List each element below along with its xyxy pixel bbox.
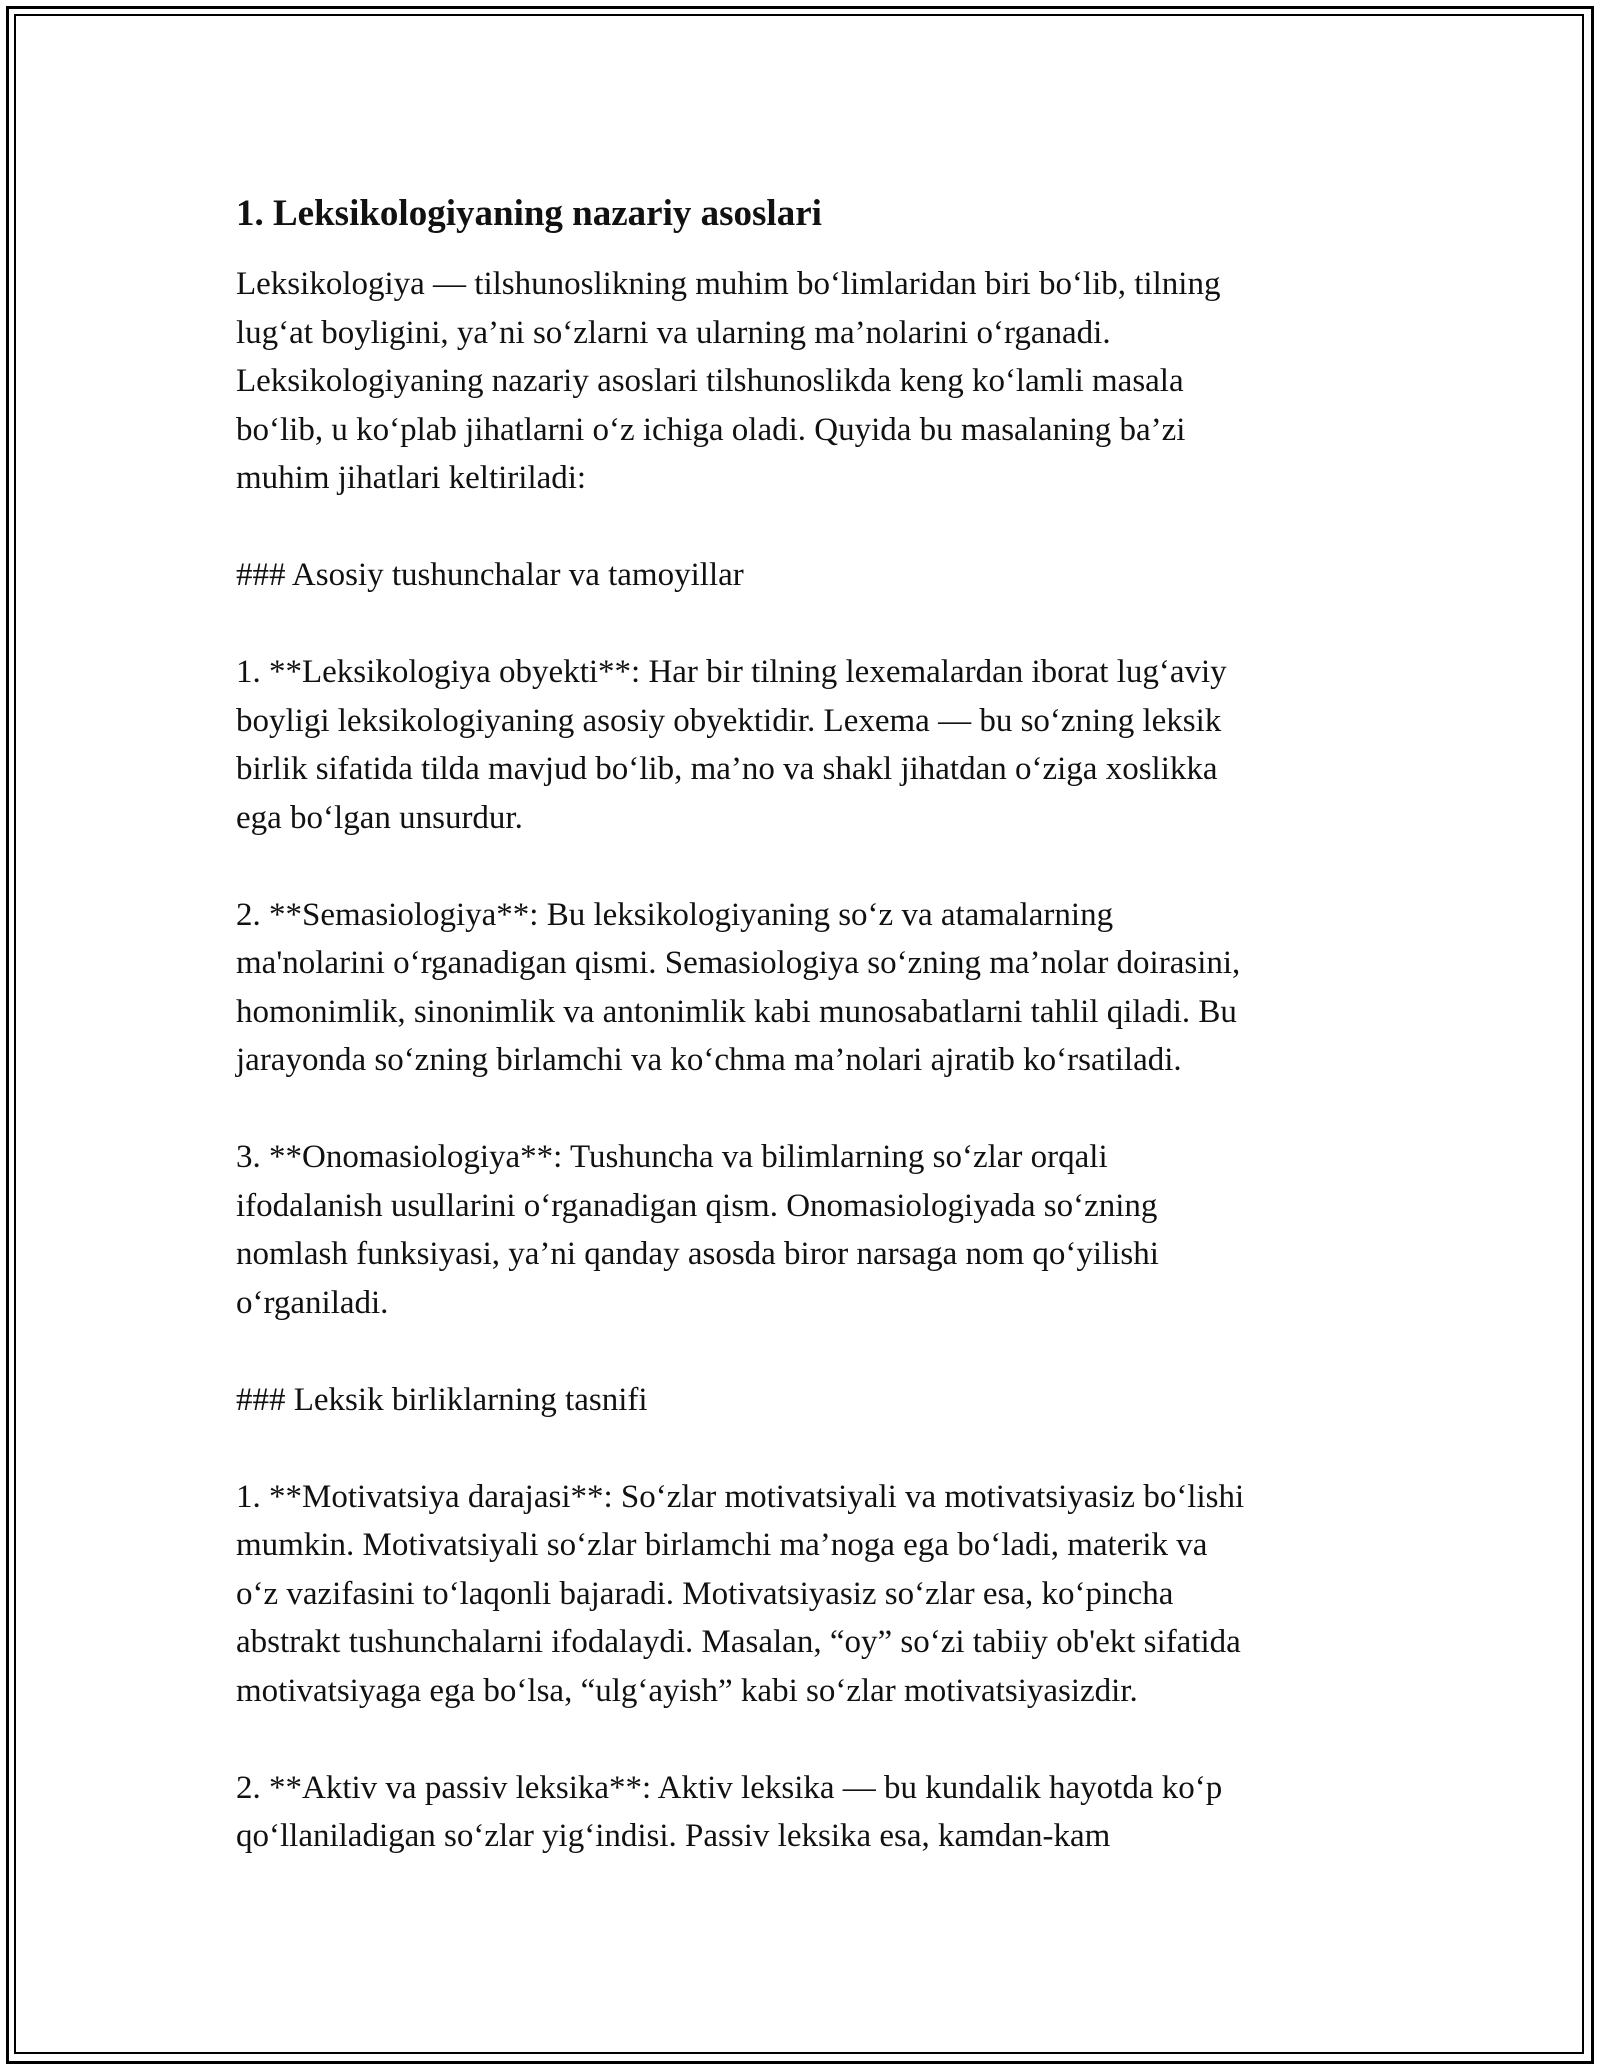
spacer bbox=[236, 503, 1376, 552]
document-body bbox=[236, 186, 1376, 1861]
list-item-motivation: 1. **Motivatsiya darajasi**: So‘zlar motivatsiyali va motivatsiyasiz bo‘lishi mumkin. Motivatsiyali so‘zlar birlamchi ma’noga ega bo‘ladi, materik va o‘z vazifasini to‘laqonli bajaradi. Motivatsiyasiz so‘zlar esa, ko‘pincha abstrakt tushunchalarni ifodalaydi. Masalan, “oy” so‘zi tabiiy ob'ekt sifatida motivatsiyaga ega bo‘lsa, “ulg‘ayish” kabi so‘zlar motivatsiyasizdir. bbox=[236, 1478, 1245, 1709]
intro-paragraph: Leksikologiya — tilshunoslikning muhim bo‘limlaridan biri bo‘lib, tilning lug‘at boyligini, ya’ni so‘zlarni va ularning ma’nolarini o‘rganadi. Leksikologiyaning nazariy asoslari tilshunoslikda keng ko‘lamli masala bo‘lib, u ko‘plab jihatlarni o‘z ichiga oladi. Quyida bu masalaning ba’zi muhim jihatlari keltiriladi: bbox=[236, 266, 1221, 496]
list-item-lexicology-object: 1. **Leksikologiya obyekti**: Har bir tilning lexemalardan iborat lug‘aviy boyligi leksikologiyaning asosiy obyektidir. Lexema — bu so‘zning leksik birlik sifatida tilda mavjud bo‘lib, ma’no va shakl jihatdan o‘ziga xoslikka ega bo‘lgan unsurdur. bbox=[236, 654, 1227, 836]
spacer bbox=[236, 1327, 1376, 1376]
spacer bbox=[236, 842, 1376, 891]
spacer bbox=[236, 1424, 1376, 1473]
list-item-semasiology: 2. **Semasiologiya**: Bu leksikologiyaning so‘z va atamalarning ma'nolarini o‘rganadigan qismi. Semasiologiya so‘zning ma’nolar doirasini, homonimlik, sinonimlik va antonimlik kabi munosabatlarni tahlil qiladi. Bu jarayonda so‘zning birlamchi va ko‘chma ma’nolari ajratib ko‘rsatiladi. bbox=[236, 896, 1241, 1078]
spacer bbox=[236, 600, 1376, 649]
list-item-active-passive: 2. **Aktiv va passiv leksika**: Aktiv leksika — bu kundalik hayotda ko‘p qo‘llaniladigan so‘zlar yig‘indisi. Passiv leksika esa, kamdan-kam bbox=[236, 1769, 1223, 1854]
list-item-onomasiology: 3. **Onomasiologiya**: Tushuncha va bilimlarning so‘zlar orqali ifodalanish usullarini o‘rganadigan qism. Onomasiologiyada so‘zning nomlash funksiyasi, ya’ni qanday asosda biror narsaga nom qo‘yilishi o‘rganiladi. bbox=[236, 1139, 1159, 1321]
section-heading-classification: ### Leksik birliklarning tasnifi bbox=[236, 1381, 648, 1418]
document-title: 1. Leksikologiyaning nazariy asoslari bbox=[236, 193, 822, 234]
section-heading-basic-concepts: ### Asosiy tushunchalar va tamoyillar bbox=[236, 557, 744, 593]
spacer bbox=[236, 1715, 1376, 1764]
spacer bbox=[236, 1085, 1376, 1134]
